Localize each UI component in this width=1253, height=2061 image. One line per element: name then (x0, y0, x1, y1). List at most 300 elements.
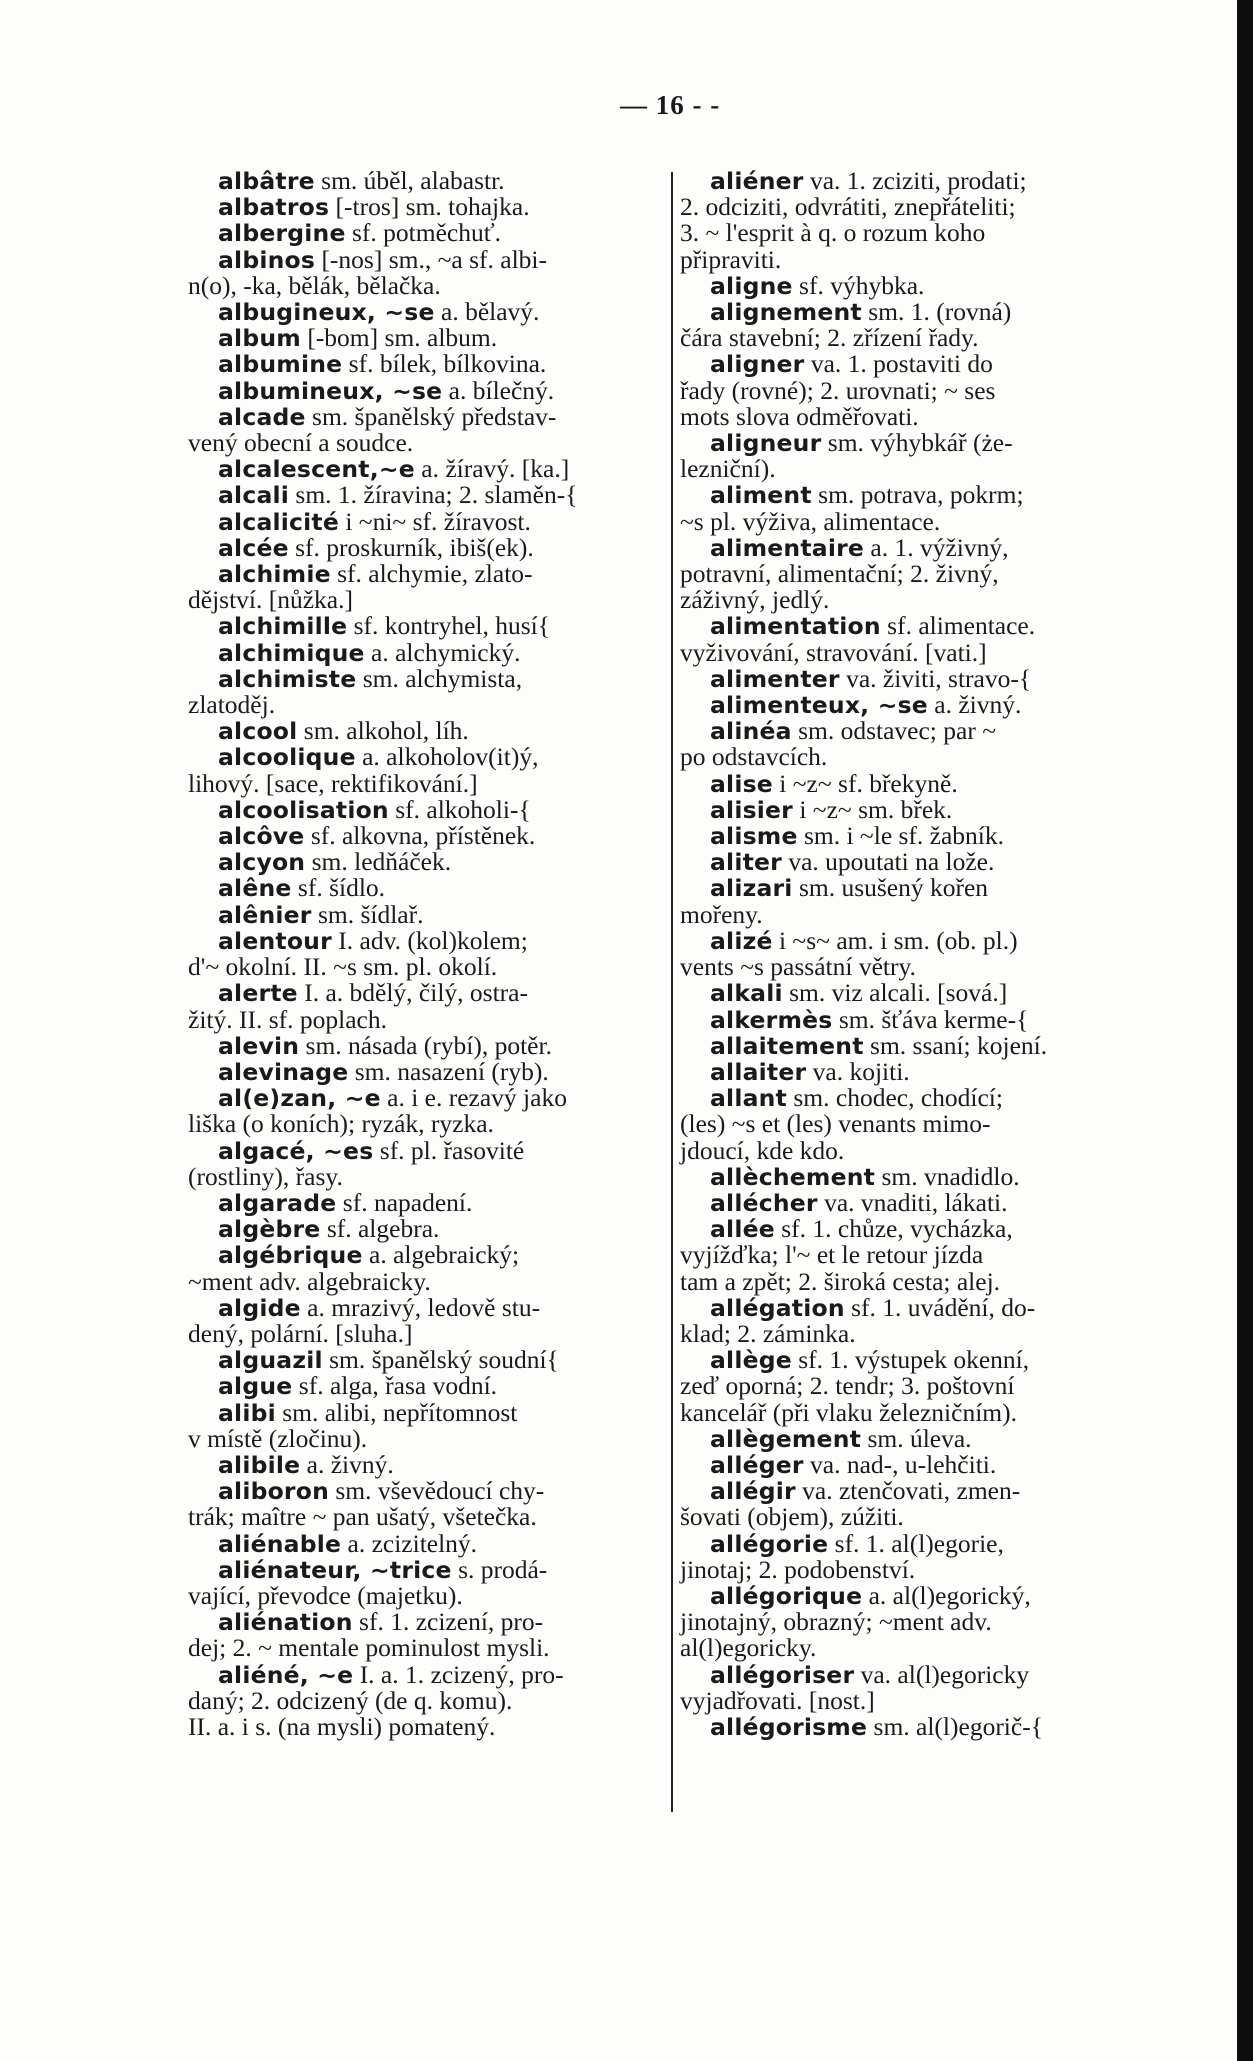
entry-continuation (680, 1504, 1160, 1530)
dictionary-entry (680, 1292, 1160, 1322)
definition-text: sm. vševědoucí chy- (329, 1476, 545, 1506)
definition-text: (les) ~s et (les) venants mimo- (680, 1109, 991, 1139)
dictionary-entry (680, 768, 1160, 798)
definition-text: va. nad-, u-lehčiti. (803, 1449, 997, 1479)
definition-text: [-nos] sm., ~a sf. albi- (315, 244, 547, 274)
definition-text: sm. al(l)egorič-{ (867, 1711, 1043, 1741)
entry-continuation (188, 1318, 668, 1348)
definition-text: sm. chodec, chodící; (787, 1083, 1003, 1113)
definition-text: vající, převodce (majetku). (188, 1580, 463, 1610)
definition-text: tam a zpět; 2. široká cesta; alej. (680, 1266, 1001, 1296)
dictionary-entry (188, 1292, 668, 1322)
entry-continuation (188, 768, 668, 798)
definition-text: vents ~s passátní větry. (680, 952, 916, 982)
headword: allège (710, 1346, 792, 1375)
dictionary-entry (188, 456, 668, 482)
definition-text: I. a. 1. zcizený, pro- (353, 1659, 564, 1689)
entry-continuation (188, 1580, 668, 1610)
definition-text: sf. pl. řasovité (373, 1135, 525, 1165)
headword: alimentaire (710, 533, 864, 562)
entry-continuation (680, 220, 1160, 246)
entry-continuation (680, 1242, 1160, 1268)
dictionary-entry (188, 794, 668, 824)
dictionary-entry (188, 1135, 668, 1165)
definition-text: jinotajný, obrazný; ~ment adv. (680, 1607, 992, 1637)
definition-text: sf. napadení. (336, 1187, 473, 1217)
definition-text: a. bělavý. (434, 297, 540, 327)
headword: alcôve (218, 822, 305, 851)
headword: alcée (218, 533, 289, 562)
dictionary-entry (188, 351, 668, 377)
definition-text: a. živný. (927, 690, 1022, 720)
entry-continuation (680, 954, 1160, 980)
dictionary-entry (188, 194, 668, 220)
dictionary-entry (188, 1397, 668, 1427)
dictionary-entry (680, 613, 1160, 639)
entry-continuation (680, 561, 1160, 587)
dictionary-entry (680, 1449, 1160, 1479)
entry-continuation (188, 1504, 668, 1530)
entry-continuation (680, 1609, 1160, 1635)
headword: alimentation (710, 612, 881, 641)
headword: allant (710, 1084, 787, 1113)
headword: allègement (710, 1424, 862, 1453)
entry-continuation (188, 1266, 668, 1296)
headword: al(e)zan, ~e (218, 1084, 381, 1113)
dictionary-entry (680, 1030, 1160, 1060)
entry-continuation (188, 1161, 668, 1191)
definition-text: a. alchymický. (364, 637, 521, 667)
definition-text: (rostliny), řasy. (188, 1161, 343, 1191)
entry-continuation (680, 899, 1160, 929)
headword: alimenter (710, 664, 840, 693)
definition-text: sf. alimentace. (880, 611, 1036, 641)
headword: allée (710, 1215, 775, 1244)
entry-continuation (680, 1397, 1160, 1427)
headword: allégorique (710, 1581, 863, 1610)
definition-text: a. algebraický; (362, 1240, 520, 1270)
entry-continuation (680, 744, 1160, 770)
definition-text: sf. šídlo. (291, 873, 386, 903)
dictionary-entry (188, 482, 668, 508)
definition-text: sf. algebra. (320, 1214, 440, 1244)
headword: allécher (710, 1188, 818, 1217)
dictionary-entry (188, 980, 668, 1006)
entry-continuation (680, 1111, 1160, 1137)
entry-continuation (680, 456, 1160, 482)
headword: aliéné, ~e (218, 1660, 354, 1689)
entry-continuation (680, 506, 1160, 536)
definition-text: sm. viz alcali. [sová.] (782, 978, 1008, 1008)
dictionary-entry (680, 1216, 1160, 1242)
dictionary-entry (188, 1554, 668, 1584)
definition-text: 2. odciziti, odvrátiti, znepřáteliti; (680, 192, 1016, 222)
definition-text: II. a. i s. (na mysli) pomatený. (188, 1711, 496, 1741)
dictionary-entry (188, 1373, 668, 1399)
definition-text: zeď oporná; 2. tendr; 3. poštovní (680, 1371, 1015, 1401)
definition-text: sf. 1. chůze, vycházka, (774, 1214, 1013, 1244)
entry-continuation (680, 1318, 1160, 1348)
definition-text: sf. kontryhel, husí{ (347, 611, 551, 641)
dictionary-entry (680, 794, 1160, 824)
dictionary-entry (680, 1161, 1160, 1191)
headword: albergine (218, 219, 346, 248)
entry-continuation (680, 1635, 1160, 1661)
entry-continuation (188, 1111, 668, 1137)
left-column (188, 168, 668, 1740)
headword: aliénation (218, 1608, 353, 1637)
definition-text: sf. alkovna, přístěnek. (304, 821, 536, 851)
headword: aliénateur, ~trice (218, 1555, 452, 1584)
definition-text: jinotaj; 2. podobenství. (680, 1554, 916, 1584)
dictionary-entry (188, 299, 668, 325)
definition-text: a. živný. (300, 1449, 394, 1479)
dictionary-entry (188, 1216, 668, 1242)
entry-continuation (680, 244, 1160, 274)
headword: aligne (710, 271, 793, 300)
headword: algacé, ~es (218, 1136, 374, 1165)
definition-text: i ~z~ sf. břekyně. (772, 768, 958, 798)
headword: aligner (710, 350, 805, 379)
definition-text: záživný, jedlý. (680, 585, 830, 615)
definition-text: [-tros] sm. tohajka. (329, 192, 530, 222)
headword: alisme (710, 822, 798, 851)
definition-text: sf. proskurník, ibiš(ek). (288, 532, 534, 562)
definition-text: připraviti. (680, 244, 782, 274)
definition-text: ~s pl. výživa, alimentace. (680, 506, 941, 536)
right-column (680, 168, 1160, 1740)
headword: alênier (218, 900, 312, 929)
headword: alisier (710, 795, 793, 824)
dictionary-entry (188, 925, 668, 955)
dictionary-entry (188, 401, 668, 431)
dictionary-entry (188, 244, 668, 274)
dictionary-entry (680, 168, 1160, 194)
definition-text: n(o), -ka, bělák, bělačka. (188, 270, 441, 300)
definition-text: trák; maître ~ pan ušatý, všetečka. (188, 1502, 537, 1532)
entry-continuation (188, 270, 668, 300)
headword: alise (710, 769, 773, 798)
definition-text: va. kojiti. (806, 1056, 910, 1086)
definition-text: a. bílečný. (442, 375, 555, 405)
dictionary-entry (188, 718, 668, 744)
definition-text: sm. alibi, nepřítomnost (275, 1397, 518, 1427)
definition-text: vený obecní a soudce. (188, 428, 414, 458)
definition-text: a. 1. výživný, (864, 532, 1009, 562)
definition-text: sm. šídlař. (311, 899, 424, 929)
dictionary-entry (680, 718, 1160, 744)
entry-continuation (680, 1554, 1160, 1584)
headword: alibile (218, 1450, 301, 1479)
dictionary-entry (680, 663, 1160, 693)
headword: alcoolique (218, 743, 356, 772)
headword: aliéner (710, 167, 804, 195)
definition-text: sm. odstavec; par ~ (791, 716, 996, 746)
definition-text: sm. úběl, alabastr. (314, 166, 505, 195)
definition-text: sm. španělský představ- (305, 401, 557, 431)
headword: alizari (710, 874, 793, 903)
definition-text: a. mrazivý, ledově stu- (300, 1292, 541, 1322)
headword: algébrique (218, 1241, 363, 1270)
headword: alcoolisation (218, 795, 389, 824)
headword: alcali (218, 481, 290, 510)
definition-text: a. žíravý. [ka.] (414, 454, 570, 484)
dictionary-entry (188, 1478, 668, 1504)
dictionary-entry (680, 351, 1160, 377)
definition-text: sm. španělský soudní{ (322, 1345, 559, 1375)
definition-text: s. prodá- (451, 1554, 548, 1584)
definition-text: va. ztenčovati, zmen- (795, 1476, 1021, 1506)
definition-text: a. i e. rezavý jako (380, 1083, 567, 1113)
dictionary-entry (680, 1580, 1160, 1610)
definition-text: řady (rovné); 2. urovnati; ~ ses (680, 375, 996, 405)
definition-text: potravní, alimentační; 2. živný, (680, 559, 999, 589)
headword: albâtre (218, 167, 315, 195)
definition-text: sm. šťáva kerme-{ (832, 1004, 1029, 1034)
definition-text: sm. nasazení (ryb). (348, 1056, 549, 1086)
headword: allégorisme (710, 1712, 868, 1741)
headword: alcade (218, 402, 306, 431)
entry-continuation (680, 401, 1160, 431)
headword: algèbre (218, 1215, 321, 1244)
dictionary-entry (188, 1609, 668, 1635)
entry-continuation (680, 1373, 1160, 1399)
entry-continuation (188, 587, 668, 613)
dictionary-entry (680, 1056, 1160, 1086)
entry-continuation (188, 692, 668, 718)
headword: alinéa (710, 717, 792, 746)
entry-continuation (680, 1135, 1160, 1165)
definition-text: jdoucí, kde kdo. (680, 1135, 845, 1165)
definition-text: lezniční). (680, 454, 776, 484)
dictionary-entry (188, 1528, 668, 1558)
headword: alerte (218, 979, 298, 1008)
definition-text: sf. 1. al(l)egorie, (828, 1528, 1004, 1558)
dictionary-entry (188, 220, 668, 246)
definition-text: a. alkoholov(it)ý, (355, 742, 539, 772)
headword: alkermès (710, 1005, 833, 1034)
headword: algue (218, 1372, 293, 1401)
dictionary-entry (188, 1659, 668, 1689)
definition-text: a. zcizitelný. (341, 1528, 478, 1558)
dictionary-entry (680, 270, 1160, 300)
headword: algide (218, 1293, 301, 1322)
definition-text: sf. bílek, bílkovina. (342, 349, 547, 379)
dictionary-entry (680, 532, 1160, 562)
definition-text: va. 1. zciziti, prodati; (803, 166, 1027, 195)
headword: alignement (710, 298, 862, 327)
definition-text: sm. ledňáček. (305, 847, 452, 877)
entry-continuation (188, 430, 668, 456)
definition-text: va. živiti, stravo-{ (839, 663, 1032, 693)
headword: alimenteux, ~se (710, 691, 928, 720)
page-number: — 16 - - (620, 90, 721, 120)
headword: alléger (710, 1450, 804, 1479)
headword: aligneur (710, 429, 822, 458)
definition-text: vyjížďka; l'~ et le retour jízda (680, 1240, 984, 1270)
definition-text: va. upoutati na lože. (781, 847, 995, 877)
definition-text: sm. vnadidlo. (875, 1161, 1020, 1191)
headword: allégoriser (710, 1660, 855, 1689)
headword: allégorie (710, 1529, 829, 1558)
definition-text: va. al(l)egoricky (854, 1659, 1030, 1689)
column-divider (671, 172, 673, 1812)
headword: allégation (710, 1293, 845, 1322)
definition-text: va. vnaditi, lákati. (817, 1187, 1008, 1217)
headword: alevinage (218, 1057, 349, 1086)
headword: aliment (710, 481, 812, 510)
definition-text: sf. 1. uvádění, do- (844, 1292, 1036, 1322)
headword: alevin (218, 1031, 300, 1060)
headword: alizé (710, 926, 773, 955)
definition-text: po odstavcích. (680, 742, 828, 772)
definition-text: sm. potrava, pokrm; (811, 480, 1024, 510)
dictionary-entry (188, 532, 668, 562)
definition-text: sm. alchymista, (356, 663, 523, 693)
headword: alchimille (218, 612, 348, 641)
definition-text: sm. 1. (rovná) (861, 297, 1012, 327)
definition-text: [-bom] sm. album. (300, 323, 498, 353)
entry-continuation (680, 637, 1160, 667)
dictionary-entry (680, 1187, 1160, 1217)
definition-text: kancelář (při vlaku železničním). (680, 1397, 1017, 1427)
entry-continuation (680, 194, 1160, 220)
dictionary-entry (188, 1030, 668, 1060)
entry-continuation (188, 1635, 668, 1661)
definition-text: va. 1. postaviti do (804, 349, 993, 379)
entry-continuation (680, 1266, 1160, 1296)
definition-text: mořeny. (680, 899, 763, 929)
entry-continuation (188, 954, 668, 980)
dictionary-entry (188, 506, 668, 536)
dictionary-entry (188, 168, 668, 194)
dictionary-entry (188, 744, 668, 770)
dictionary-entry (680, 430, 1160, 456)
headword: aliter (710, 848, 782, 877)
dictionary-entry (680, 299, 1160, 325)
definition-text: liška (o koních); ryzák, ryzka. (188, 1109, 494, 1139)
definition-text: d'~ okolní. II. ~s sm. pl. okolí. (188, 952, 498, 982)
dictionary-entry (680, 849, 1160, 875)
dictionary-entry (188, 1187, 668, 1217)
dictionary-entry (188, 561, 668, 587)
definition-text: al(l)egoricky. (680, 1633, 817, 1663)
headword: algarade (218, 1188, 337, 1217)
definition-text: sm. 1. žíravina; 2. slaměn-{ (289, 480, 578, 510)
dictionary-entry (188, 1242, 668, 1268)
definition-text: sm. násada (rybí), potěr. (299, 1030, 552, 1060)
definition-text: ~ment adv. algebraicky. (188, 1266, 431, 1296)
scan-border (1237, 0, 1253, 2061)
definition-text: mots slova odměřovati. (680, 401, 919, 431)
dictionary-entry (680, 980, 1160, 1006)
entry-continuation (680, 325, 1160, 351)
definition-text: sm. alkohol, líh. (297, 716, 469, 746)
headword: allèchement (710, 1162, 876, 1191)
entry-continuation (680, 375, 1160, 405)
headword: alcool (218, 717, 298, 746)
dictionary-entry (188, 1347, 668, 1373)
definition-text: sm. i ~le sf. žabník. (797, 821, 1005, 851)
headword: aliénable (218, 1529, 342, 1558)
definition-text: I. a. bdělý, čilý, ostra- (297, 978, 528, 1008)
dictionary-entry (188, 899, 668, 929)
dictionary-entry (680, 1347, 1160, 1373)
dictionary-entry (188, 325, 668, 351)
definition-text: I. adv. (kol)kolem; (331, 925, 528, 955)
definition-text: sf. 1. výstupek okenní, (791, 1345, 1030, 1375)
entry-continuation (680, 1685, 1160, 1715)
definition-text: sf. 1. zcizení, pro- (352, 1607, 544, 1637)
dictionary-entry (680, 1528, 1160, 1558)
dictionary-entry (188, 663, 668, 693)
dictionary-entry (680, 1659, 1160, 1689)
headword: alchimique (218, 638, 365, 667)
definition-text: 3. ~ l'esprit à q. o rozum koho (680, 218, 986, 248)
definition-text: vyjadřovati. [nost.] (680, 1685, 875, 1715)
definition-text: sm. ssaní; kojení. (863, 1030, 1048, 1060)
definition-text: sf. výhybka. (792, 270, 925, 300)
entry-continuation (188, 1423, 668, 1453)
definition-text: dený, polární. [sluha.] (188, 1318, 413, 1348)
headword: allaitement (710, 1031, 864, 1060)
dictionary-entry (188, 849, 668, 875)
definition-text: sf. alchymie, zlato- (330, 559, 533, 589)
definition-text: klad; 2. záminka. (680, 1318, 856, 1348)
definition-text: dej; 2. ~ mentale pominulost mysli. (188, 1633, 550, 1663)
headword: alcyon (218, 848, 306, 877)
dictionary-entry (680, 1711, 1160, 1741)
definition-text: sm. usušený kořen (792, 873, 989, 903)
definition-text: žitý. II. sf. poplach. (188, 1004, 387, 1034)
dictionary-entry (188, 613, 668, 639)
headword: alguazil (218, 1346, 323, 1375)
headword: alcalescent,~e (218, 455, 415, 484)
definition-text: zlatoděj. (188, 690, 276, 720)
definition-text: sm. úleva. (861, 1423, 972, 1453)
dictionary-entry (188, 375, 668, 405)
definition-text: čára stavební; 2. zřízení řady. (680, 323, 979, 353)
headword: albatros (218, 193, 330, 222)
entry-continuation (188, 1004, 668, 1034)
definition-text: dějství. [nůžka.] (188, 585, 353, 615)
headword: allégir (710, 1477, 796, 1506)
dictionary-entry (188, 823, 668, 849)
dictionary-entry (188, 1449, 668, 1479)
headword: albinos (218, 245, 316, 274)
headword: albumine (218, 350, 343, 379)
definition-text: sf. alkoholi-{ (388, 794, 531, 824)
dictionary-entry (680, 875, 1160, 901)
definition-text: sm. výhybkář (że- (821, 428, 1013, 458)
dictionary-entry (188, 1056, 668, 1086)
definition-text: vyživování, stravování. [vati.] (680, 637, 987, 667)
entry-continuation (680, 587, 1160, 613)
definition-text: šovati (objem), zúžiti. (680, 1502, 904, 1532)
entry-continuation (188, 1685, 668, 1715)
entry-continuation (188, 1711, 668, 1741)
dictionary-entry (680, 823, 1160, 849)
definition-text: sf. alga, řasa vodní. (292, 1371, 498, 1401)
dictionary-entry (680, 1085, 1160, 1111)
definition-text: i ~s~ am. i sm. (ob. pl.) (772, 925, 1018, 955)
dictionary-entry (680, 1478, 1160, 1504)
headword: alcalicité (218, 507, 339, 536)
headword: alkali (710, 979, 783, 1008)
dictionary-entry (680, 482, 1160, 508)
definition-text: daný; 2. odcizený (de q. komu). (188, 1685, 513, 1715)
dictionary-entry (680, 692, 1160, 718)
